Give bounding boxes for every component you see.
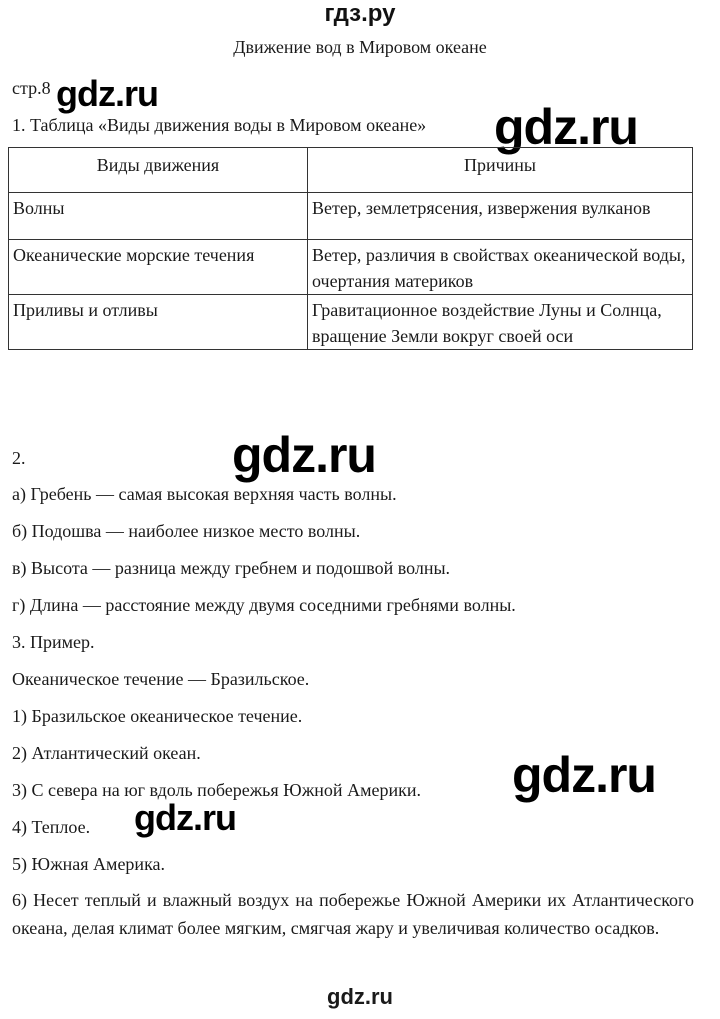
watermark: gdz.ru [512, 747, 656, 803]
water-movement-table [8, 147, 693, 350]
list-item-paragraph: 6) Несет теплый и влажный воздух на побережье Южной Америки их Атлантического океана, делая климат более мягким, смягчая жару и увеличивая количество осадков. [12, 890, 694, 938]
table-cell: Приливы и отливы [9, 295, 308, 350]
page-reference: стр.8 [12, 78, 51, 98]
list-item: а) Гребень — самая высокая верхняя часть волны. [12, 484, 397, 504]
list-item: в) Высота — разница между гребнем и подошвой волны. [12, 558, 451, 578]
site-logo-bottom[interactable]: gdz.ru [327, 984, 393, 1009]
task3-heading: 3. Пример. [12, 632, 95, 652]
watermark: gdz.ru [134, 797, 236, 838]
watermark: gdz.ru [494, 99, 638, 155]
table-row [9, 240, 693, 295]
list-item: 3) С севера на юг вдоль побережья Южной Америки. [12, 780, 421, 800]
task2-heading: 2. [12, 448, 26, 468]
list-item: 1) Бразильское океаническое течение. [12, 706, 303, 726]
table-row [9, 295, 693, 350]
list-item: б) Подошва — наиболее низкое место волны. [12, 521, 361, 541]
table-cell: Волны [9, 193, 308, 240]
site-logo-top[interactable]: гдз.ру [324, 0, 396, 27]
list-item: 4) Теплое. [12, 817, 91, 837]
task1-heading: 1. Таблица «Виды движения воды в Мировом океане» [12, 115, 427, 135]
column-header: Виды движения [9, 148, 308, 193]
watermark: gdz.ru [56, 73, 158, 114]
table-cell: Океанические морские течения [9, 240, 308, 295]
table-cell: Ветер, землетрясения, извержения вулканов [308, 193, 693, 240]
table-cell: Гравитационное воздействие Луны и Солнца, вращение Земли вокруг своей оси [308, 295, 693, 350]
list-item: 5) Южная Америка. [12, 854, 166, 874]
table-row [9, 193, 693, 240]
list-item: г) Длина — расстояние между двумя соседними гребнями волны. [12, 595, 516, 615]
list-item: 2) Атлантический океан. [12, 743, 201, 763]
column-header: Причины [308, 148, 693, 193]
table-cell: Ветер, различия в свойствах океанической воды, очертания материков [308, 240, 693, 295]
watermark: gdz.ru [232, 427, 376, 483]
page-title: Движение вод в Мировом океане [233, 37, 487, 57]
table-header-row [9, 148, 693, 193]
task3-subject: Океаническое течение — Бразильское. [12, 669, 310, 689]
